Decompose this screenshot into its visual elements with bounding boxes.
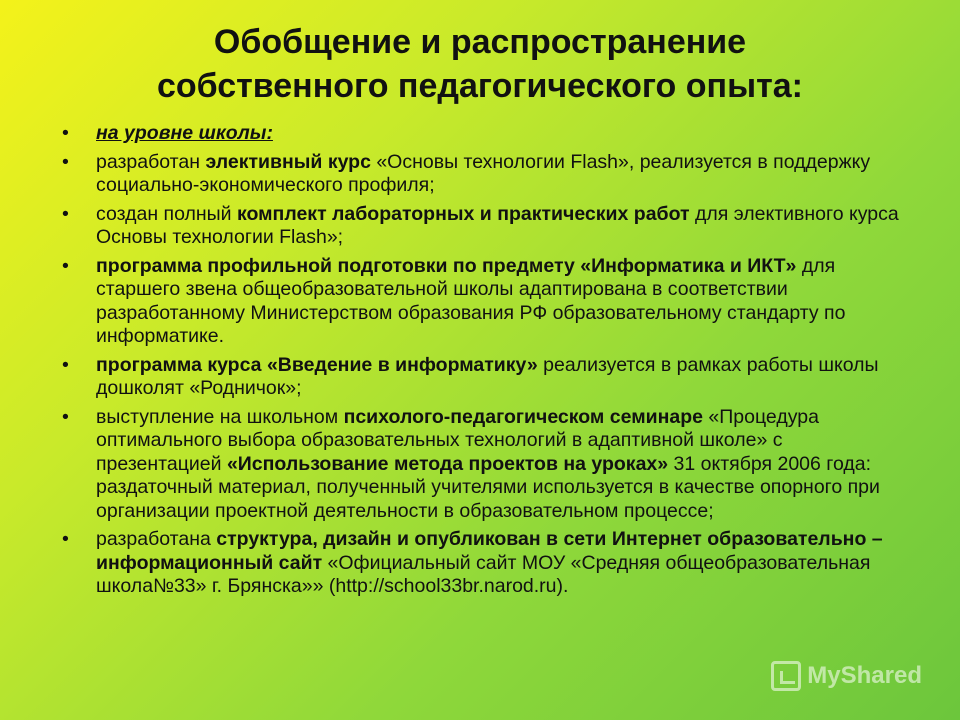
item-text-bold: структура, дизайн и опубликован в сети Интернет образовательно – информационный сайт bbox=[96, 528, 883, 574]
slide-title bbox=[60, 20, 900, 108]
list-item bbox=[62, 354, 902, 401]
item-text-bold: психолого-педагогическом семинаре bbox=[343, 405, 703, 428]
item-text: на уровне школы: bbox=[96, 122, 273, 144]
item-text: «Официальный сайт МОУ «Средняя общеобразовательная школа№33» г. Брянска»» (http://school33br.narod.ru). bbox=[96, 551, 871, 597]
list-item bbox=[62, 255, 902, 349]
item-text: 31 октября 2006 года: раздаточный материал, полученный учителями используется в качестве опорного при организации проектной деятельности в образовательном процессе; bbox=[96, 452, 880, 522]
bullet-list bbox=[62, 122, 902, 604]
bullet-marker: • bbox=[62, 150, 69, 173]
item-text: создан полный bbox=[96, 202, 237, 225]
myshared-logo-icon bbox=[771, 661, 801, 691]
watermark-text: MyShared bbox=[807, 662, 922, 689]
bullet-marker: • bbox=[62, 122, 69, 144]
item-text-bold: комплект лабораторных и практических работ bbox=[236, 202, 690, 225]
item-text-bold: «Использование метода проектов на уроках» bbox=[226, 452, 669, 475]
item-text: для элективного курса Основы технологии Flash»; bbox=[96, 202, 899, 248]
item-text: «Основы технологии Flash», реализуется в поддержку социально-экономического профиля; bbox=[96, 150, 871, 196]
item-text: реализуется в рамках работы школы дошколят «Родничок»; bbox=[96, 353, 879, 399]
myshared-watermark bbox=[771, 658, 922, 694]
bullet-marker: • bbox=[62, 528, 69, 550]
item-text: выступление на школьном bbox=[96, 405, 344, 428]
list-item bbox=[62, 528, 902, 599]
item-text-bold: программа курса «Введение в информатику» bbox=[96, 353, 538, 376]
list-item bbox=[62, 203, 902, 250]
item-text: для старшего звена общеобразовательной школы адаптирована в соответствии разработанному Министерством образования РФ образовательному стандарту по информатике. bbox=[96, 254, 846, 347]
bullet-marker: • bbox=[62, 405, 69, 428]
bullet-marker: • bbox=[62, 202, 69, 225]
bullet-marker: • bbox=[62, 254, 69, 277]
list-item bbox=[62, 151, 902, 198]
list-item bbox=[62, 406, 902, 524]
item-text-bold: элективный курс bbox=[205, 150, 371, 173]
item-text: «Процедура оптимального выбора образовательных технологий в адаптивной школе» с презентацией bbox=[96, 405, 819, 475]
item-text: разработана bbox=[96, 528, 217, 550]
title-line-2: собственного педагогического опыта: bbox=[157, 67, 803, 105]
list-item bbox=[62, 122, 902, 146]
item-text: разработан bbox=[96, 150, 206, 173]
bullet-marker: • bbox=[62, 353, 69, 376]
title-line-1: Обобщение и распространение bbox=[213, 23, 747, 61]
item-text-bold: программа профильной подготовки по предмету «Информатика и ИКТ» bbox=[96, 254, 797, 277]
